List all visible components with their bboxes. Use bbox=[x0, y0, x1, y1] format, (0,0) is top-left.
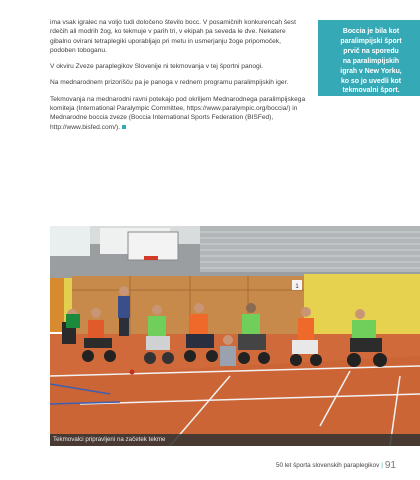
footer-separator: | bbox=[381, 462, 383, 469]
paragraph-organizations-text: Tekmovanja na mednarodni ravni potekajo pod okriljem Mednarodnega paralimpijskega komiteja (International Paralympic Committee, https://www.paralympic.org/boccia/) in Mednarodne boccia zveze (Boccia International Sports Federation (BISFed), http://www.bisfed.com/). bbox=[50, 95, 306, 131]
paragraph-rules: ima vsak igralec na voljo tudi določeno število bocc. V posamičnih konkurencah šest rdečih ali modrih žog, ko tekmuje v parih tri, v ekipah pa seveda le dve. Nekatere gibalno ovirani tetraplegiki uporabljajo pri metu in usmerjanju žoge pripomoček, podoben toboganu. bbox=[50, 19, 296, 54]
page-number: 91 bbox=[384, 460, 396, 471]
sidebar-box bbox=[318, 20, 420, 96]
photo-caption: Tekmovalci pripravljeni na začetek tekme bbox=[50, 434, 420, 446]
paragraph-national: V okviru Zveze paraplegikov Slovenije ni tekmovanja v tej športni panogi. bbox=[50, 63, 263, 71]
sidebar-line: na paralimpijskih bbox=[342, 57, 400, 65]
end-mark-icon bbox=[122, 125, 126, 129]
scoreboard-number: 1 bbox=[295, 284, 299, 290]
sidebar-line: igrah v New Yorku, bbox=[340, 67, 402, 75]
paragraph-international: Na mednarodnem prizorišču pa je panoga v rednem programu paralimpijskih iger. bbox=[50, 79, 289, 87]
page-footer bbox=[276, 460, 396, 471]
body-text-column bbox=[50, 18, 308, 139]
sidebar-line: prvič na sporedu bbox=[343, 47, 399, 55]
sidebar-line: ko so jo uvedli kot bbox=[340, 77, 402, 85]
footer-title: 50 let športa slovenskih paraplegikov bbox=[275, 462, 380, 469]
sidebar-line: paralimpijski šport bbox=[340, 37, 402, 45]
boccia-photo bbox=[50, 226, 420, 446]
sidebar-line: tekmovalni šport. bbox=[342, 87, 400, 95]
gym-scene-illustration bbox=[50, 226, 420, 446]
paragraph-organizations bbox=[50, 95, 308, 132]
sidebar-line: Boccia je bila kot bbox=[342, 28, 400, 35]
